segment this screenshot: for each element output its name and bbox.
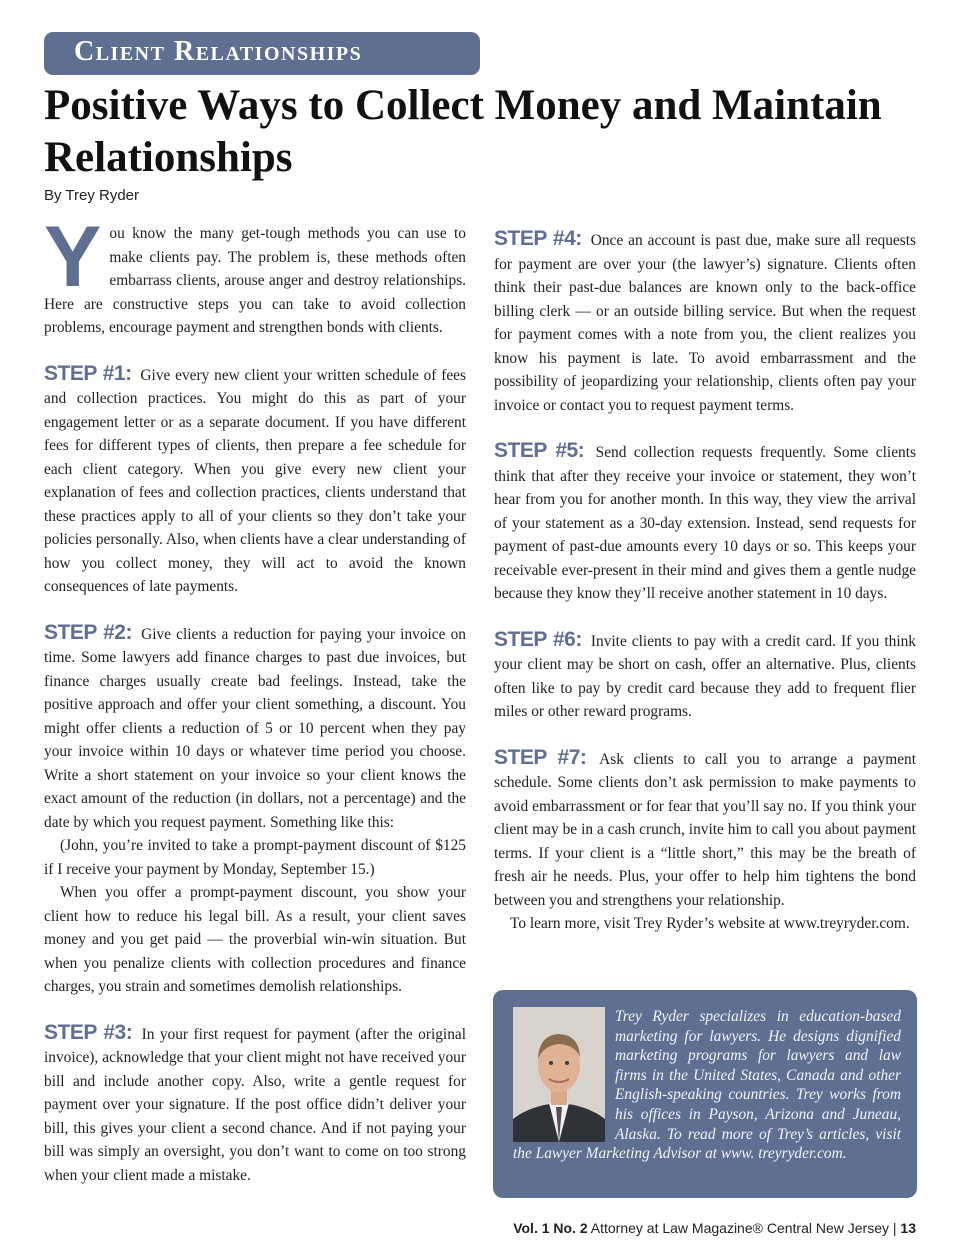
author-bio-text: Trey Ryder specializes in education-based marketing for lawyers. He designs dignified marketing programs for lawyers and law firms in the United States, Canada and other English-speaking countries. Trey works from his offices in Payson, Arizona and Juneau, Alaska. To read more of Trey’s articles, visit the Lawyer Marketing Advisor at www. treyryder.com. [513, 1008, 901, 1163]
step-5-label: STEP #5: [494, 439, 585, 462]
step-6-text: Invite clients to pay with a credit card. If you think your client may be short on cash, offer an alternative. Plus, clients often like to pay by credit card because they add to frequent flier miles or other reward programs. [494, 632, 916, 720]
intro-paragraph [44, 209, 466, 340]
section-tag [44, 32, 480, 75]
step-4-label: STEP #4: [494, 227, 582, 250]
step-2-followup: When you offer a prompt-payment discount, you show your client how to reduce his legal bill. As a result, your client saves money and you get paid — the proverbial win-win situation. But when you penalize clients with collection procedures and finance charges, you strain and sometimes demolish relationships. [44, 884, 466, 995]
step-4 [494, 227, 916, 417]
step-7-text: Ask clients to call you to arrange a payment schedule. Some clients don’t ask permission to make payments to avoid embarrassment or for fear that you’ll say no. If you think your client may be in a cash crunch, invite him to call you about payment terms. If your client is a “little short,” this may be the breath of fresh air he needs. Plus, your offer to help him tightens the bond between you and strengthens your relationship. [494, 750, 917, 909]
step-2-label: STEP #2: [44, 620, 132, 644]
footer-separator: | [892, 1220, 897, 1236]
author-bio [513, 1007, 901, 1164]
left-column [44, 209, 467, 1187]
step-2-example: (John, you’re invited to take a prompt-payment discount of $125 if I receive your payment by Monday, September 15.) [44, 837, 466, 878]
step-2 [44, 621, 466, 835]
closing-line: To learn more, visit Trey Ryder’s website at www.treyryder.com. [510, 915, 910, 932]
issue-number: Vol. 1 No. 2 [513, 1220, 588, 1236]
step-3 [44, 1021, 466, 1188]
step-6-label: STEP #6: [494, 627, 582, 651]
intro-text: ou know the many get-tough methods you can use to make clients pay. The problem is, these methods often embarrass clients, arouse anger and destroy relationships. Here are constructive steps you can take to avoid collection problems, encourage payment and strengthen bonds with clients. [44, 225, 466, 336]
publication-name: Attorney at Law Magazine® Central New Jersey [590, 1220, 889, 1236]
article-headline: Positive Ways to Collect Money and Maintain Relationships [44, 82, 882, 181]
page-footer [513, 1220, 916, 1236]
step-5-text: Send collection requests frequently. Some clients think that after they receive your invoice or statement, they won’t hear from you for another month. In this way, they view the arrival of your statement as a 30-day extension. Instead, send requests for payment of past-due amounts every 10 days or so. This keeps your receivable ever-present in their mind and gives them a gentle nudge because they know they’ll receive another statement in 10 days. [494, 444, 916, 602]
step-1-text: Give every new client your written schedule of fees and collection practices. You might do this as part of your engagement letter or as a separate document. If you have different fees for different types of clients, then prepare a fee schedule for each client category. When you give every new client your explanation of fees and collection practices, clients understand that these practices apply to all of your clients so they don’t take your policies personally. Also, when clients have a clear understanding of how you collect money, they will act to avoid the known consequences of late payments. [44, 366, 466, 595]
step-4-text: Once an account is past due, make sure all requests for payment are over your (the lawyer’s) signature. Clients often think their past-due balances are known only to the back-office billing clerk — or an outside billing service. But when the request for payment comes with a note from you, the client realizes you know his payment is late. To avoid embarrassment and the possibility of jeopardizing your relationship, clients often pay your invoice or contact you to request payment terms. [494, 232, 916, 414]
drop-cap: Y [44, 209, 102, 305]
byline: By Trey Ryder [44, 187, 140, 204]
step-1 [44, 362, 466, 599]
step-1-label: STEP #1: [44, 361, 132, 385]
right-column [494, 227, 916, 936]
page-number: 13 [900, 1220, 916, 1236]
author-bio-box [493, 990, 917, 1198]
step-3-label: STEP #3: [44, 1020, 133, 1044]
step-6 [494, 628, 916, 724]
step-5 [494, 439, 916, 606]
section-label: Client Relationships [74, 36, 363, 67]
step-3-text: In your first request for payment (after the original invoice), acknowledge that your client might not have received your bill and include another copy. Also, write a gentle request for payment over your signature. If the post office didn’t deliver your bill, this gives your client a second chance. And if not paying your bill was simply an oversight, you don’t want to come on too strong when your client made a mistake. [44, 1025, 467, 1184]
step-7 [494, 746, 916, 913]
step-7-label: STEP #7: [494, 745, 587, 769]
step-2-text: Give clients a reduction for paying your invoice on time. Some lawyers add finance charges to past due invoices, but finance charges usually create bad feelings. Instead, take the positive approach and offer your client something, a discount. You might offer clients a reduction of 5 or 10 percent when they pay your invoice within 10 days or whatever time period you choose. Write a short statement on your invoice so your client knows the exact amount of the reduction (in dollars, not a percentage) and the date by which you request payment. Something like this: [44, 625, 466, 831]
